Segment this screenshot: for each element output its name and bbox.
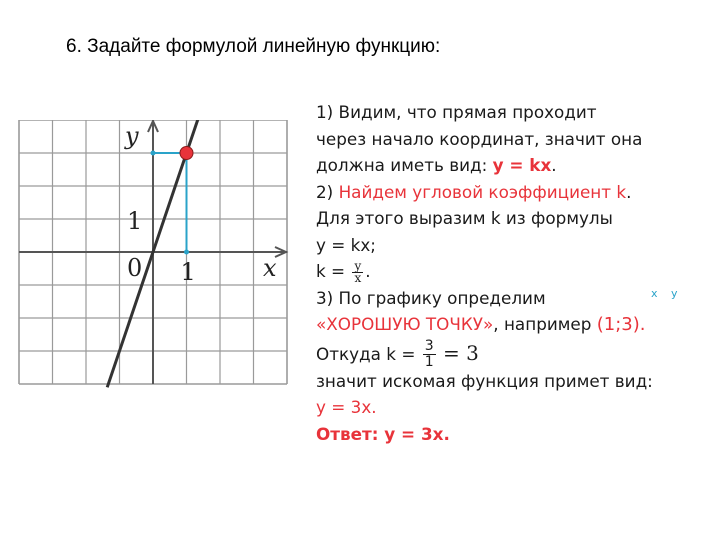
fraction-3-over-1 — [423, 339, 436, 370]
k-from: Откуда k = — [316, 343, 421, 364]
x-tick-label: 1 — [180, 258, 196, 286]
step-3-k-value — [316, 338, 716, 368]
result-function: y = 3x. — [316, 397, 377, 417]
step-2-heading: Найдем угловой коэффициент k — [338, 181, 627, 202]
step-3-text: 3) По графику определим — [316, 287, 546, 308]
guide-dot-x — [184, 250, 189, 255]
fraction-y-over-x — [352, 258, 363, 285]
conclusion-line: значит искомая функция примет вид: — [316, 370, 653, 391]
step-1-form-label: должна иметь вид: — [316, 155, 493, 175]
step-2-formula: y = kx; — [316, 234, 376, 255]
k-period: . — [365, 261, 371, 281]
step-1-line-1: 1) Видим, что прямая проходит — [316, 102, 597, 122]
y-tick-label: 1 — [127, 207, 143, 235]
x-axis-label: x — [263, 254, 277, 282]
solution-text — [316, 99, 716, 447]
good-point-marker — [180, 147, 193, 160]
step-2-number: 2) — [316, 181, 339, 202]
coordinate-graph — [15, 120, 290, 388]
guide-dot-y — [151, 151, 156, 156]
step-2-line-2: Для этого выразим k из формулы — [316, 208, 613, 228]
origin-label: 0 — [127, 254, 143, 282]
point-coords: (1;3). — [596, 314, 646, 335]
good-point-label: «ХОРОШУЮ ТОЧКУ» — [316, 314, 494, 334]
step-1-line-3 — [316, 152, 716, 179]
fraction-numerator: y — [354, 258, 362, 273]
form-y-kx: у = kx — [492, 155, 552, 175]
step-1-period: . — [551, 155, 557, 175]
step-3-line-1 — [316, 285, 716, 312]
y-axis-label: y — [125, 122, 139, 150]
fraction-numerator: 3 — [424, 338, 434, 354]
answer: Ответ: у = 3х. — [316, 423, 450, 444]
k-equals: k = — [316, 261, 351, 281]
fraction-denominator: x — [354, 270, 362, 285]
xy-hint: x y — [651, 286, 683, 300]
fraction-denominator: 1 — [424, 354, 434, 370]
step-2-line-1 — [316, 179, 716, 206]
step-1-line-2: через начало координат, значит она — [316, 128, 643, 149]
step-3-line-2 — [316, 311, 716, 338]
for-example: , например — [493, 314, 597, 334]
step-2-period: . — [626, 181, 632, 202]
slide-title: 6. Задайте формулой линейную функцию: — [66, 36, 441, 57]
k-result: = 3 — [443, 340, 479, 365]
